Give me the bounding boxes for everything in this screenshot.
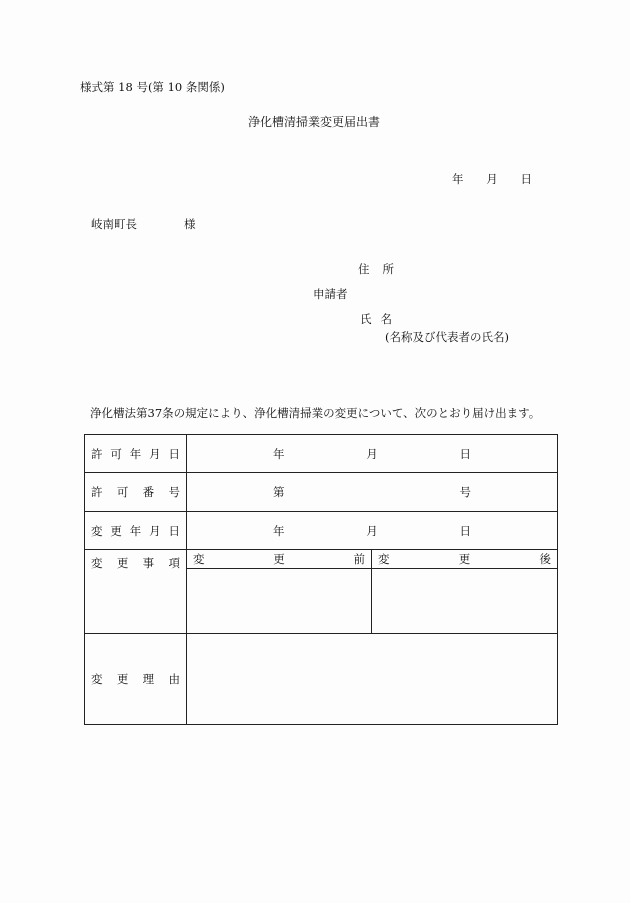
after-change-field[interactable] (372, 550, 558, 634)
year-label: 年 (273, 523, 285, 538)
year-label: 年 (273, 446, 285, 461)
label-char: 可 (110, 446, 122, 461)
label-char: 許 (91, 485, 103, 499)
before-change-header (187, 550, 371, 569)
label-char: 日 (168, 523, 180, 538)
label-char: 事 (142, 556, 155, 570)
label-char: 許 (91, 446, 103, 461)
before-change-field[interactable] (187, 550, 372, 634)
month-label: 月 (366, 446, 378, 461)
change-reason-field[interactable] (187, 634, 558, 725)
header-char: 変 (193, 552, 205, 566)
applicant-role-label: 申請者 (313, 287, 348, 301)
label-char: 項 (168, 556, 180, 570)
permit-date-field[interactable] (187, 435, 558, 473)
label-char: 更 (116, 556, 129, 570)
label-char: 変 (91, 556, 103, 570)
label-char: 更 (116, 672, 129, 686)
change-date-label (85, 512, 187, 550)
statement: 浄化槽法第37条の規定により、浄化槽清掃業の変更について、次のとおり届け出ます。 (90, 406, 541, 420)
address-label (358, 264, 394, 276)
year-label: 年 (452, 172, 464, 186)
permit-date-label (85, 435, 187, 473)
change-date-field[interactable] (187, 512, 558, 550)
address-label-char: 所 (382, 262, 394, 276)
label-char: 由 (168, 672, 180, 686)
label-char: 月 (149, 446, 161, 461)
change-reason-label (85, 634, 187, 725)
form-number: 様式第 18 号(第 10 条関係) (80, 80, 225, 94)
month-label: 月 (366, 523, 378, 538)
label-char: 年 (129, 523, 142, 538)
addressee-honorific: 様 (184, 217, 196, 231)
header-char: 前 (353, 552, 365, 566)
name-label-char: 名 (380, 312, 392, 326)
label-char: 変 (91, 672, 103, 686)
number-suffix: 号 (459, 485, 471, 499)
label-char: 変 (91, 523, 103, 538)
date-line (452, 174, 532, 186)
label-char: 年 (129, 446, 142, 461)
change-form-table (84, 434, 558, 725)
permit-number-label (85, 473, 187, 512)
header-char: 後 (539, 552, 551, 566)
label-char: 更 (110, 523, 122, 538)
addressee-name: 岐南町長 (91, 217, 137, 231)
label-char: 可 (116, 485, 129, 499)
header-char: 更 (458, 552, 471, 566)
address-label-char: 住 (358, 262, 370, 276)
day-label: 日 (459, 446, 471, 461)
page-title: 浄化槽清掃業変更届出書 (248, 115, 381, 129)
header-char: 更 (273, 552, 285, 566)
label-char: 番 (142, 485, 155, 499)
header-char: 変 (378, 552, 390, 566)
name-note: (名称及び代表者の氏名) (385, 330, 509, 344)
label-char: 日 (168, 446, 180, 461)
day-label: 日 (520, 172, 532, 186)
label-char: 理 (142, 672, 155, 686)
name-label (360, 314, 392, 326)
label-char: 号 (168, 485, 180, 499)
label-char: 月 (149, 523, 161, 538)
change-items-label (85, 550, 187, 634)
permit-number-field[interactable] (187, 473, 558, 512)
number-prefix: 第 (273, 485, 285, 499)
after-change-header (372, 550, 557, 569)
name-label-char: 氏 (360, 312, 372, 326)
month-label: 月 (486, 172, 498, 186)
day-label: 日 (459, 523, 471, 538)
